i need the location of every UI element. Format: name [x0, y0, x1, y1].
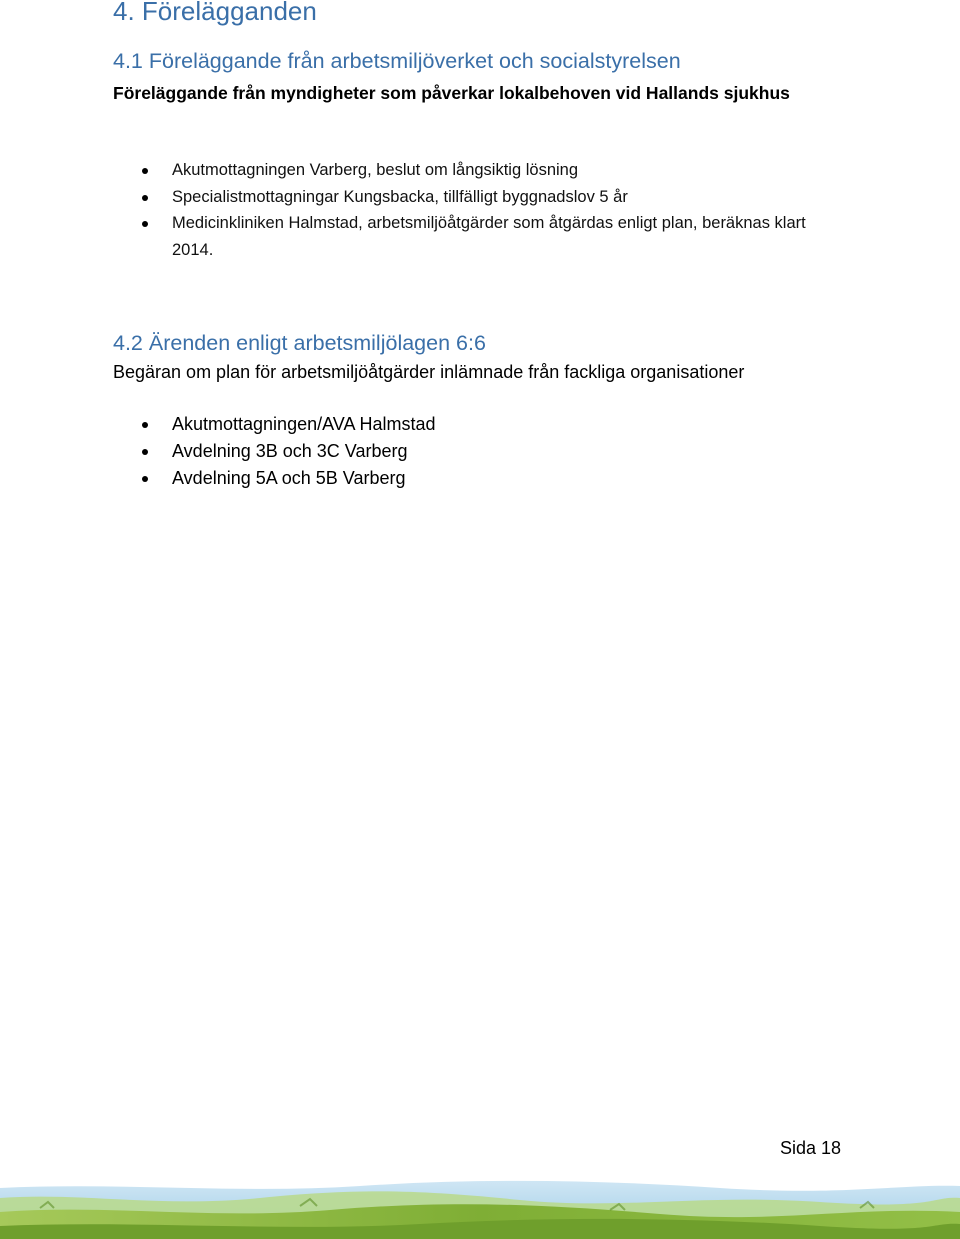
section-4-1-heading: 4.1 Föreläggande från arbetsmiljöverket och socialstyrelsen — [113, 49, 681, 73]
footer-landscape-decoration — [0, 1168, 960, 1239]
bullet-icon — [142, 195, 148, 201]
bullet-icon — [142, 476, 148, 482]
chapter-heading: 4. Förelägganden — [113, 0, 317, 26]
list-item: Avdelning 5A och 5B Varberg — [113, 465, 435, 492]
page-number: Sida 18 — [780, 1138, 842, 1158]
list-item: Medicinkliniken Halmstad, arbetsmiljöåtgärder som åtgärdas enligt plan, beräknas klart 2014. — [113, 210, 812, 263]
bullet-icon — [142, 168, 148, 174]
list-item: Akutmottagningen/AVA Halmstad — [113, 411, 435, 438]
section-4-2-list — [113, 411, 435, 492]
section-4-1-subtitle: Föreläggande från myndigheter som påverkar lokalbehoven vid Hallands sjukhus — [113, 83, 790, 103]
list-item: Specialistmottagningar Kungsbacka, tillfälligt byggnadslov 5 år — [113, 184, 812, 211]
list-item: Akutmottagningen Varberg, beslut om långsiktig lösning — [113, 157, 812, 184]
bullet-icon — [142, 449, 148, 455]
bullet-icon — [142, 422, 148, 428]
bullet-icon — [142, 221, 148, 227]
section-4-1-list — [113, 157, 812, 263]
section-4-2-heading: 4.2 Ärenden enligt arbetsmiljölagen 6:6 — [113, 331, 486, 355]
list-item: Avdelning 3B och 3C Varberg — [113, 438, 435, 465]
section-4-2-intro: Begäran om plan för arbetsmiljöåtgärder inlämnade från fackliga organisationer — [113, 362, 745, 382]
